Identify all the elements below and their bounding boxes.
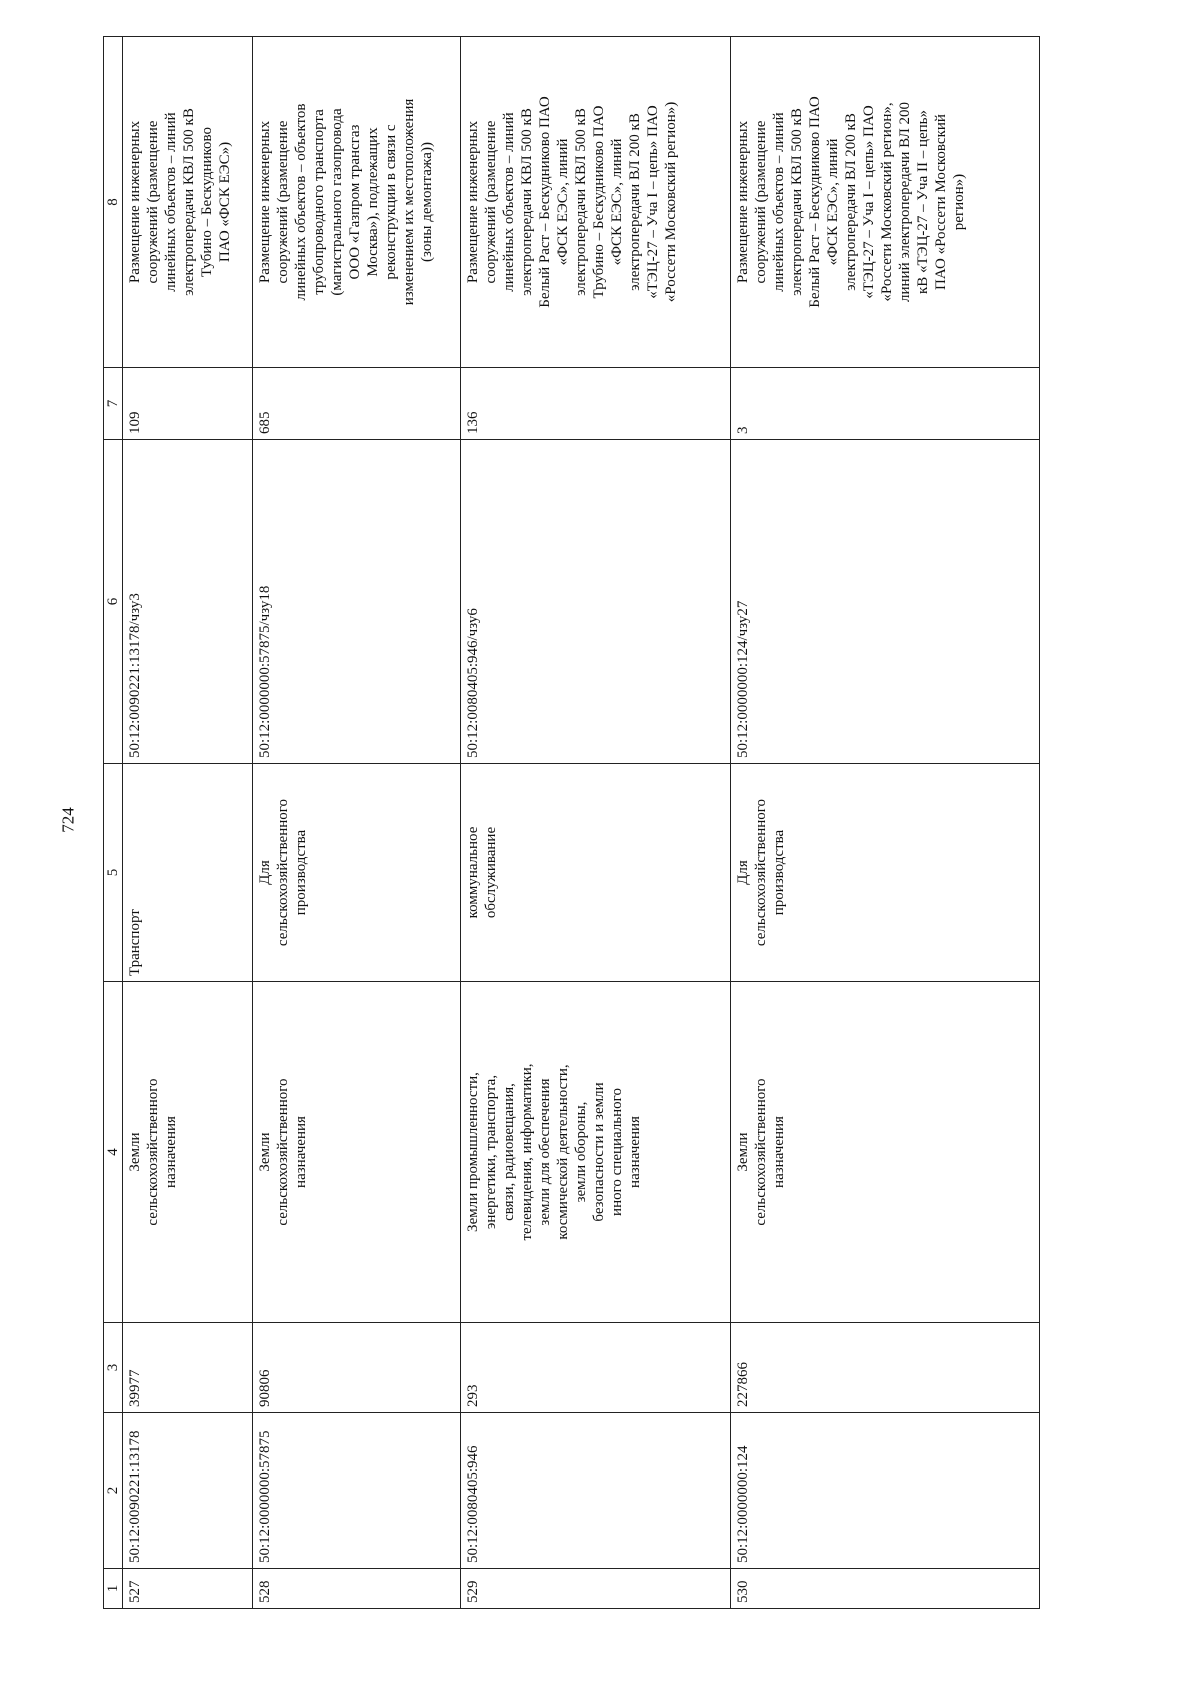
row-number: 529 xyxy=(461,1569,731,1609)
header-col-1: 1 xyxy=(104,1569,123,1609)
parcel-part-number: 50:12:0000000:57875/чзу18 xyxy=(253,440,461,764)
parcel-area: 227866 xyxy=(731,1323,1040,1413)
parcel-part-number: 50:12:0000000:124/чзу27 xyxy=(731,440,1040,764)
rotated-table-container xyxy=(103,37,1039,1609)
permitted-use: коммунальное обслуживание xyxy=(461,764,731,982)
header-col-6: 6 xyxy=(104,440,123,764)
header-col-8: 8 xyxy=(104,37,123,368)
cadastral-number: 50:12:0000000:57875 xyxy=(253,1413,461,1569)
header-col-2: 2 xyxy=(104,1413,123,1569)
parcel-part-area: 3 xyxy=(731,368,1040,440)
land-category: Земли сельскохозяйственного назначения xyxy=(731,982,1040,1323)
easement-purpose: Размещение инженерных сооружений (размещение линейных объектов – объектов трубопроводного транспорта (магистрального газопровода ООО «Газпром трансгаз Москва»), подлежащих реконструкции в связи с изменением их местоположения (зоны демонтажа)) xyxy=(253,37,461,368)
land-category: Земли сельскохозяйственного назначения xyxy=(123,982,253,1323)
easement-purpose: Размещение инженерных сооружений (размещение линейных объектов – линий электропередачи КВЛ 500 кВ Белый Раст – Бескудниково ПАО «ФСК ЕЭС», линий электропередачи ВЛ 200 кВ «ТЭЦ-27 – Уча I – цепь» ПАО «Россети Московский регион», линий электропередачи ВЛ 200 кВ «ТЭЦ-27 – Уча II – цепь» ПАО «Россети Московский регион») xyxy=(731,37,1040,368)
table-row xyxy=(461,37,731,1609)
parcel-part-area: 685 xyxy=(253,368,461,440)
land-parcels-table xyxy=(103,36,1040,1609)
cadastral-number: 50:12:0090221:13178 xyxy=(123,1413,253,1569)
cadastral-number: 50:12:0080405:946 xyxy=(461,1413,731,1569)
parcel-area: 293 xyxy=(461,1323,731,1413)
row-number: 530 xyxy=(731,1569,1040,1609)
permitted-use: Для сельскохозяйственного производства xyxy=(731,764,1040,982)
parcel-part-number: 50:12:0090221:13178/чзу3 xyxy=(123,440,253,764)
parcel-part-number: 50:12:0080405:946/чзу6 xyxy=(461,440,731,764)
parcel-area: 39977 xyxy=(123,1323,253,1413)
header-col-7: 7 xyxy=(104,368,123,440)
page-number: 724 xyxy=(58,807,78,833)
permitted-use: Для сельскохозяйственного производства xyxy=(253,764,461,982)
row-number: 527 xyxy=(123,1569,253,1609)
easement-purpose: Размещение инженерных сооружений (размещение линейных объектов – линий электропередачи КВЛ 500 кВ Белый Раст – Бескудниково ПАО «ФСК ЕЭС», линий электропередачи КВЛ 500 кВ Трубино – Бескудниково ПАО «ФСК ЕЭС», линий электропередачи ВЛ 200 кВ «ТЭЦ-27 – Уча I – цепь» ПАО «Россети Московский регион») xyxy=(461,37,731,368)
parcel-part-area: 109 xyxy=(123,368,253,440)
land-category: Земли промышленности, энергетики, транспорта, связи, радиовещания, телевидения, информатики, земли для обеспечения космической деятельности, земли обороны, безопасности и земли иного специального назначения xyxy=(461,982,731,1323)
permitted-use: Транспорт xyxy=(123,764,253,982)
header-col-4: 4 xyxy=(104,982,123,1323)
table-row xyxy=(123,37,253,1609)
easement-purpose: Размещение инженерных сооружений (размещение линейных объектов – линий электропередачи КВЛ 500 кВ Тубино – Бескудниково ПАО «ФСК ЕЭС») xyxy=(123,37,253,368)
table-header-row xyxy=(104,37,123,1609)
parcel-area: 90806 xyxy=(253,1323,461,1413)
table-row xyxy=(253,37,461,1609)
header-col-3: 3 xyxy=(104,1323,123,1413)
parcel-part-area: 136 xyxy=(461,368,731,440)
cadastral-number: 50:12:0000000:124 xyxy=(731,1413,1040,1569)
table-row xyxy=(731,37,1040,1609)
header-col-5: 5 xyxy=(104,764,123,982)
land-category: Земли сельскохозяйственного назначения xyxy=(253,982,461,1323)
row-number: 528 xyxy=(253,1569,461,1609)
